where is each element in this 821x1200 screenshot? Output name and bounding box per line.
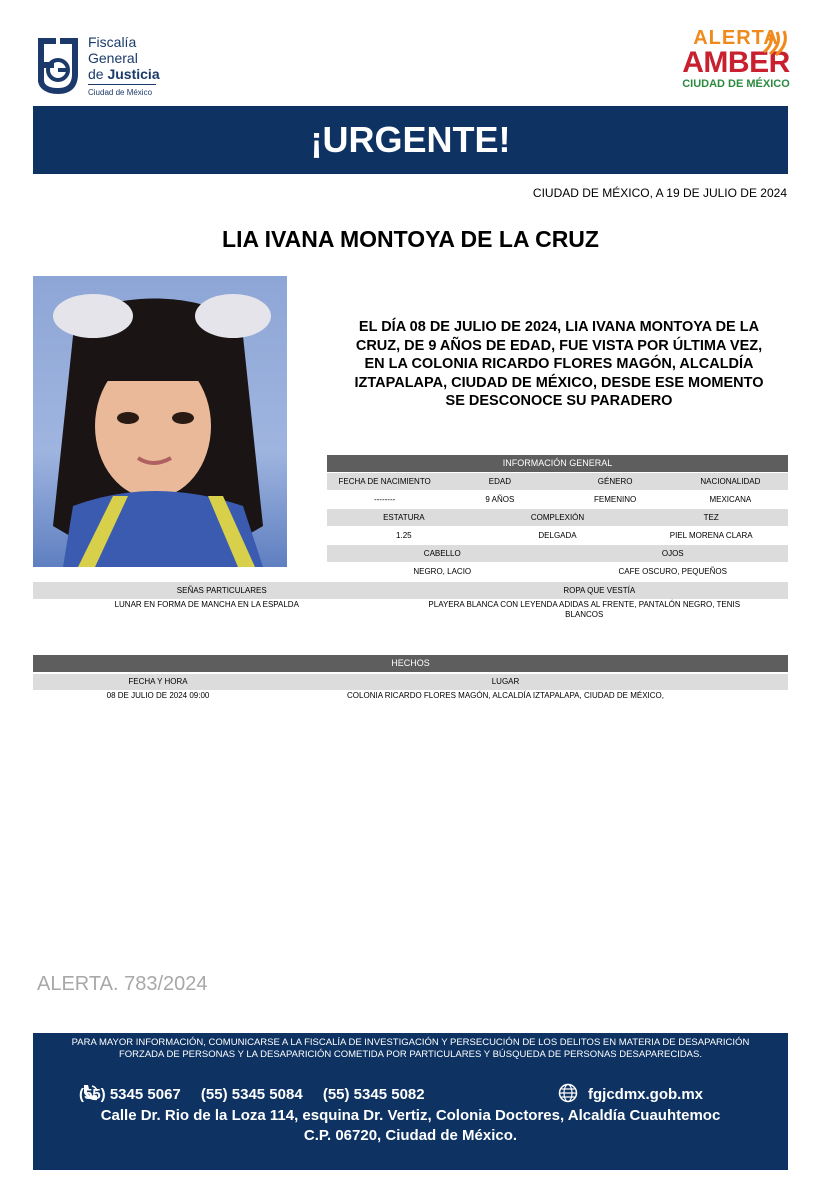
info-values-row-3 — [327, 564, 788, 580]
info-labels-row-1 — [327, 473, 788, 490]
label-hair: CABELLO — [423, 549, 461, 558]
contact-info-line: FORZADA DE PERSONAS Y LA DESAPARICIÓN COMETIDA POR PARTICULARES Y BÚSQUEDA DE PERSONAS DESAPARECIDAS. — [118, 1049, 702, 1060]
info-labels-row-4 — [33, 582, 788, 599]
phone-numbers — [79, 1086, 441, 1103]
value-clothing: PLAYERA BLANCA CON LEYENDA ADIDAS AL FRENTE, PANTALÓN NEGRO, TENIS BLANCOS — [428, 600, 741, 619]
label-build: COMPLEXIÓN — [530, 513, 585, 522]
amber-line-2: AMBER — [682, 46, 790, 79]
label-marks: SEÑAS PARTICULARES — [176, 586, 267, 595]
info-values-row-4 — [33, 600, 788, 622]
signal-waves-icon — [760, 30, 790, 56]
label-birthdate: FECHA DE NACIMIENTO — [338, 477, 431, 486]
info-labels-row-3 — [327, 545, 788, 562]
info-table-header — [327, 455, 788, 472]
globe-icon — [558, 1083, 578, 1103]
label-nationality: NACIONALIDAD — [700, 477, 761, 486]
value-hair: NEGRO, LACIO — [413, 567, 472, 576]
label-clothing: ROPA QUE VESTÍA — [563, 586, 636, 595]
label-height: ESTATURA — [383, 513, 425, 522]
urgent-banner: ¡URGENTE! — [33, 106, 788, 174]
disappearance-description — [330, 318, 788, 411]
value-build: DELGADA — [538, 531, 577, 540]
hechos-header: HECHOS — [33, 655, 788, 672]
label-age: EDAD — [488, 477, 511, 486]
address-line-2: C.P. 06720, Ciudad de México. — [303, 1127, 518, 1144]
phone-number[interactable]: (55) 5345 5084 — [200, 1086, 303, 1103]
date-line: CIUDAD DE MÉXICO, A 19 DE JULIO DE 2024 — [532, 186, 787, 200]
description-line: EN LA COLONIA RICARDO FLORES MAGÓN, ALCALDÍA — [364, 356, 754, 372]
value-marks: LUNAR EN FORMA DE MANCHA EN LA ESPALDA — [114, 600, 299, 609]
website-link[interactable]: fgjcdmx.gob.mx — [588, 1086, 704, 1103]
value-skin: PIEL MORENA CLARA — [669, 531, 753, 540]
org-divider — [88, 84, 156, 85]
org-line-3-pre: de — [88, 66, 108, 82]
value-gender: FEMENINO — [594, 495, 637, 504]
photo-illustration — [33, 276, 287, 567]
phone-number[interactable]: (55) 5345 5067 — [79, 1086, 181, 1103]
hechos-values — [33, 691, 788, 703]
value-place: COLONIA RICARDO FLORES MAGÓN, ALCALDÍA IZTAPALAPA, CIUDAD DE MÉXICO, — [347, 691, 664, 700]
org-name — [88, 34, 160, 82]
value-age: 9 AÑOS — [485, 495, 515, 504]
label-gender: GÉNERO — [597, 477, 633, 486]
value-datetime: 08 DE JULIO DE 2024 09:00 — [106, 691, 210, 700]
missing-person-photo — [33, 276, 287, 567]
org-line-1: Fiscalía — [88, 34, 137, 50]
description-line: SE DESCONOCE SU PARADERO — [445, 393, 673, 409]
org-line-2: General — [88, 50, 138, 66]
hechos-labels — [33, 674, 788, 690]
org-line-3-bold: Justicia — [107, 66, 160, 82]
info-labels-row-2 — [327, 509, 788, 526]
value-height: 1.25 — [396, 531, 412, 540]
info-values-row-2 — [327, 528, 788, 544]
contact-info — [33, 1037, 788, 1061]
alert-number: ALERTA. 783/2024 — [37, 973, 208, 995]
person-name: LIA IVANA MONTOYA DE LA CRUZ — [222, 226, 599, 252]
value-birthdate: -------- — [373, 495, 396, 504]
contact-info-line: PARA MAYOR INFORMACIÓN, COMUNICARSE A LA FISCALÍA DE INVESTIGACIÓN Y PERSECUCIÓN DE LOS DELITOS EN MATERIA DE DESAPARICIÓN — [71, 1037, 750, 1048]
contact-footer — [33, 1033, 788, 1170]
address-line-1: Calle Dr. Rio de la Loza 114, esquina Dr. Vertiz, Colonia Doctores, Alcaldía Cuauhtemoc — [100, 1107, 721, 1124]
info-values-row-1 — [327, 492, 788, 508]
fgj-logo-icon — [34, 34, 82, 98]
label-eyes: OJOS — [661, 549, 684, 558]
label-datetime: FECHA Y HORA — [128, 677, 188, 686]
label-skin: TEZ — [703, 513, 719, 522]
description-line: CRUZ, DE 9 AÑOS DE EDAD, FUE VISTA POR ÚLTIMA VEZ, — [355, 337, 763, 354]
address — [33, 1106, 788, 1146]
value-nationality: MEXICANA — [709, 495, 752, 504]
info-title: INFORMACIÓN GENERAL — [502, 458, 613, 468]
description-line: IZTAPALAPA, CIUDAD DE MÉXICO, DESDE ESE MOMENTO — [354, 374, 764, 391]
description-line: EL DÍA 08 DE JULIO DE 2024, LIA IVANA MONTOYA DE LA — [358, 319, 760, 335]
amber-line-1: ALERTA — [693, 27, 779, 49]
amber-line-3: CIUDAD DE MÉXICO — [682, 78, 790, 90]
value-eyes: CAFE OSCURO, PEQUEÑOS — [618, 567, 727, 576]
org-subtitle: Ciudad de México — [88, 88, 153, 97]
phone-number[interactable]: (55) 5345 5082 — [322, 1086, 425, 1103]
org-line-3 — [88, 66, 160, 82]
label-place: LUGAR — [491, 677, 520, 686]
